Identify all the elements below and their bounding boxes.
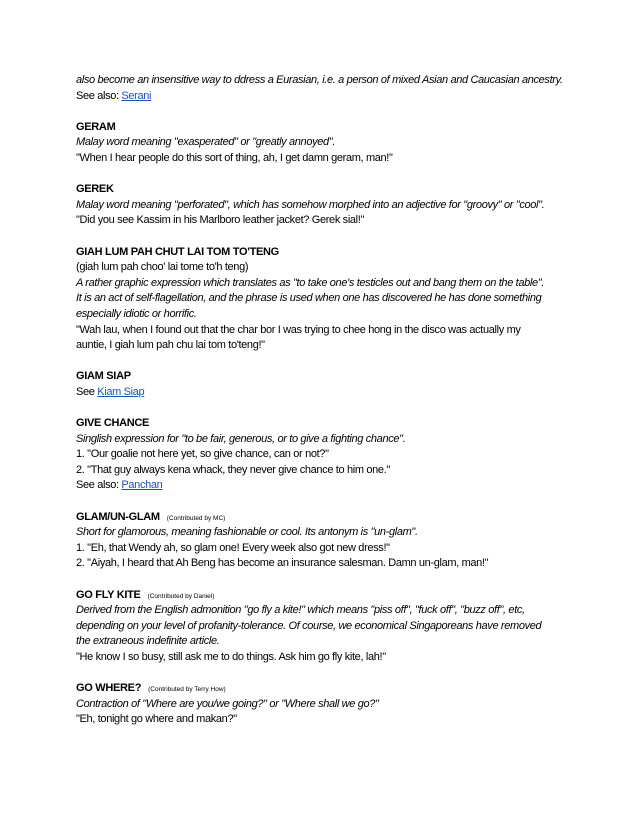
spacer xyxy=(76,400,586,416)
entry-example-give-chance-2: 2. "That guy always kena whack, they never give chance to him one." xyxy=(76,463,390,476)
spacer xyxy=(76,229,586,245)
entry-example-gerek: "Did you see Kassim in his Marlboro leather jacket? Gerek sial!" xyxy=(76,214,365,227)
entry-term-glam-text: GLAM/UN-GLAM xyxy=(76,510,160,523)
entry-definition-gerek: Malay word meaning "perforated", which has somehow morphed into an adjective for "groovy" or "cool". xyxy=(76,198,545,211)
entry-example-glam-2: 2. "Aiyah, I heard that Ah Beng has become an insurance salesman. Damn un-glam, man!" xyxy=(76,557,489,570)
intro-see-also xyxy=(76,89,586,105)
panchan-link[interactable]: Panchan xyxy=(121,479,163,492)
entry-definition-giah-line: It is an act of self-flagellation, and the phrase is used when one has discovered he has done something xyxy=(76,292,542,305)
entry-term-giah: GIAH LUM PAH CHUT LAI TOM TO'TENG xyxy=(76,245,279,258)
entry-example-geram: "When I hear people do this sort of thing, ah, I get damn geram, man!" xyxy=(76,151,393,164)
entry-term-go-where-text: GO WHERE? xyxy=(76,682,142,695)
entry-term-go-fly-kite-text: GO FLY KITE xyxy=(76,588,141,601)
entry-definition-giah-line: especially idiotic or horrific. xyxy=(76,307,197,320)
entry-see-giam-siap xyxy=(76,385,586,401)
entry-definition-glam: Short for glamorous, meaning fashionable or cool. Its antonym is "un-glam". xyxy=(76,526,418,539)
spacer xyxy=(76,494,586,510)
entry-definition-go-fly-kite-line: depending on your level of profanity-tolerance. Of course, we economical Singaporeans have removed xyxy=(76,619,542,632)
spacer xyxy=(76,572,586,588)
entry-pronunciation-giah: (giah lum pah choo' lai tome to'h teng) xyxy=(76,261,249,274)
entry-definition-go-fly-kite-line: Derived from the English admonition "go fly a kite!" which means "piss off", "fuck off", "buzz off", etc, xyxy=(76,604,525,617)
entry-example-go-where: "Eh, tonight go where and makan?" xyxy=(76,713,237,726)
entry-definition-go-where: Contraction of "Where are you/we going?" or "Where shall we go?" xyxy=(76,697,379,710)
entry-see-also-give-chance xyxy=(76,478,586,494)
see-also-label: See also: xyxy=(76,479,122,492)
entry-example-give-chance-1: 1. "Our goalie not here yet, so give chance, can or not?" xyxy=(76,448,329,461)
entry-term-giam-siap: GIAM SIAP xyxy=(76,370,131,383)
entry-term-go-where xyxy=(76,681,586,697)
spacer xyxy=(76,354,586,370)
document-page xyxy=(76,73,586,728)
contributor-note: (Contributed by MC) xyxy=(166,514,226,522)
entry-term-glam xyxy=(76,510,586,526)
entry-definition-giah-line: A rather graphic expression which translates as "to take one's testicles out and bang them on the table". xyxy=(76,276,545,289)
serani-link[interactable]: Serani xyxy=(121,89,152,102)
entry-example-glam-1: 1. "Eh, that Wendy ah, so glam one! Every week also got new dress!" xyxy=(76,541,390,554)
entry-definition-geram: Malay word meaning "exasperated" or "greatly annoyed". xyxy=(76,136,336,149)
contributor-note: (Contributed by Daniel) xyxy=(147,592,215,600)
spacer xyxy=(76,666,586,682)
intro-continuation: also become an insensitive way to ddress a Eurasian, i.e. a person of mixed Asian and Caucasian ancestry. xyxy=(76,74,563,86)
entry-term-give-chance: GIVE CHANCE xyxy=(76,417,150,430)
kiam-siap-link[interactable]: Kiam Siap xyxy=(97,385,145,398)
entry-example-giah-line: auntie, I giah lum pah chu lai tom to'teng!" xyxy=(76,339,265,352)
entry-term-go-fly-kite xyxy=(76,588,586,604)
spacer xyxy=(76,104,586,120)
entry-definition-give-chance: Singlish expression for "to be fair, generous, or to give a fighting chance". xyxy=(76,432,406,445)
entry-term-geram: GERAM xyxy=(76,120,116,133)
entry-term-gerek: GEREK xyxy=(76,183,114,196)
entry-example-go-fly-kite: "He know I so busy, still ask me to do things. Ask him go fly kite, lah!" xyxy=(76,650,386,663)
see-also-label: See also: xyxy=(76,89,122,102)
see-label: See xyxy=(76,385,98,398)
entry-example-giah-line: "Wah lau, when I found out that the char bor I was trying to chee hong in the disco was actually my xyxy=(76,323,521,336)
spacer xyxy=(76,167,586,183)
contributor-note: (Contributed by Terry How) xyxy=(148,686,226,694)
entry-definition-go-fly-kite-line: the extraneous indefinite article. xyxy=(76,635,220,648)
